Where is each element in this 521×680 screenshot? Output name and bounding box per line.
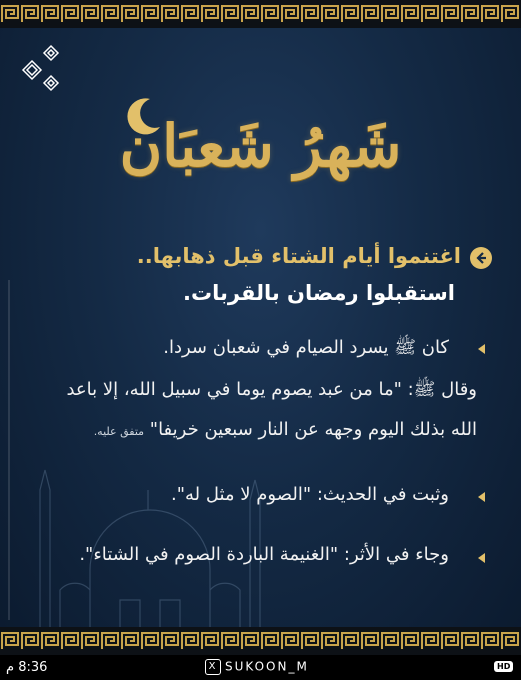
bullet-arrow-icon — [478, 553, 485, 563]
creator-handle[interactable] — [205, 659, 309, 675]
list-item: وقال ﷺ: "ما من عبد يصوم يوما في سبيل الله، إلا باعد — [66, 379, 477, 400]
bottom-greek-key-border — [0, 627, 521, 655]
list-item-text: الله بذلك اليوم وجهه عن النار سبعين خريفا" — [149, 419, 477, 440]
arrow-left-icon — [470, 247, 492, 269]
decorative-line — [8, 280, 10, 620]
hadith-source-note: متفق عليه. — [93, 425, 145, 438]
heading-line-1: اغتنموا أيام الشتاء قبل ذهابها.. — [136, 244, 461, 268]
bullet-arrow-icon — [478, 492, 485, 502]
list-item: وثبت في الحديث: "الصوم لا مثل له". — [171, 484, 449, 505]
timestamp: 8:36 م — [6, 660, 48, 675]
bullet-arrow-icon — [478, 344, 485, 354]
mosque-silhouette-icon — [20, 430, 280, 630]
video-status-bar — [0, 655, 521, 680]
diamond-ornament-icon — [18, 44, 68, 104]
x-logo-icon: X — [205, 659, 221, 675]
hd-badge[interactable]: HD — [494, 661, 513, 672]
page-title: شَهرُ شَعبَان — [119, 112, 402, 180]
list-item: وجاء في الأثر: "الغنيمة الباردة الصوم في الشتاء". — [79, 544, 449, 565]
heading-line-2: استقبلوا رمضان بالقربات. — [183, 281, 455, 305]
top-greek-key-border — [0, 0, 521, 28]
list-item — [94, 419, 477, 440]
list-item: كان ﷺ يسرد الصيام في شعبان سردا. — [163, 337, 449, 358]
handle-text: SUKOON_M — [225, 659, 309, 674]
